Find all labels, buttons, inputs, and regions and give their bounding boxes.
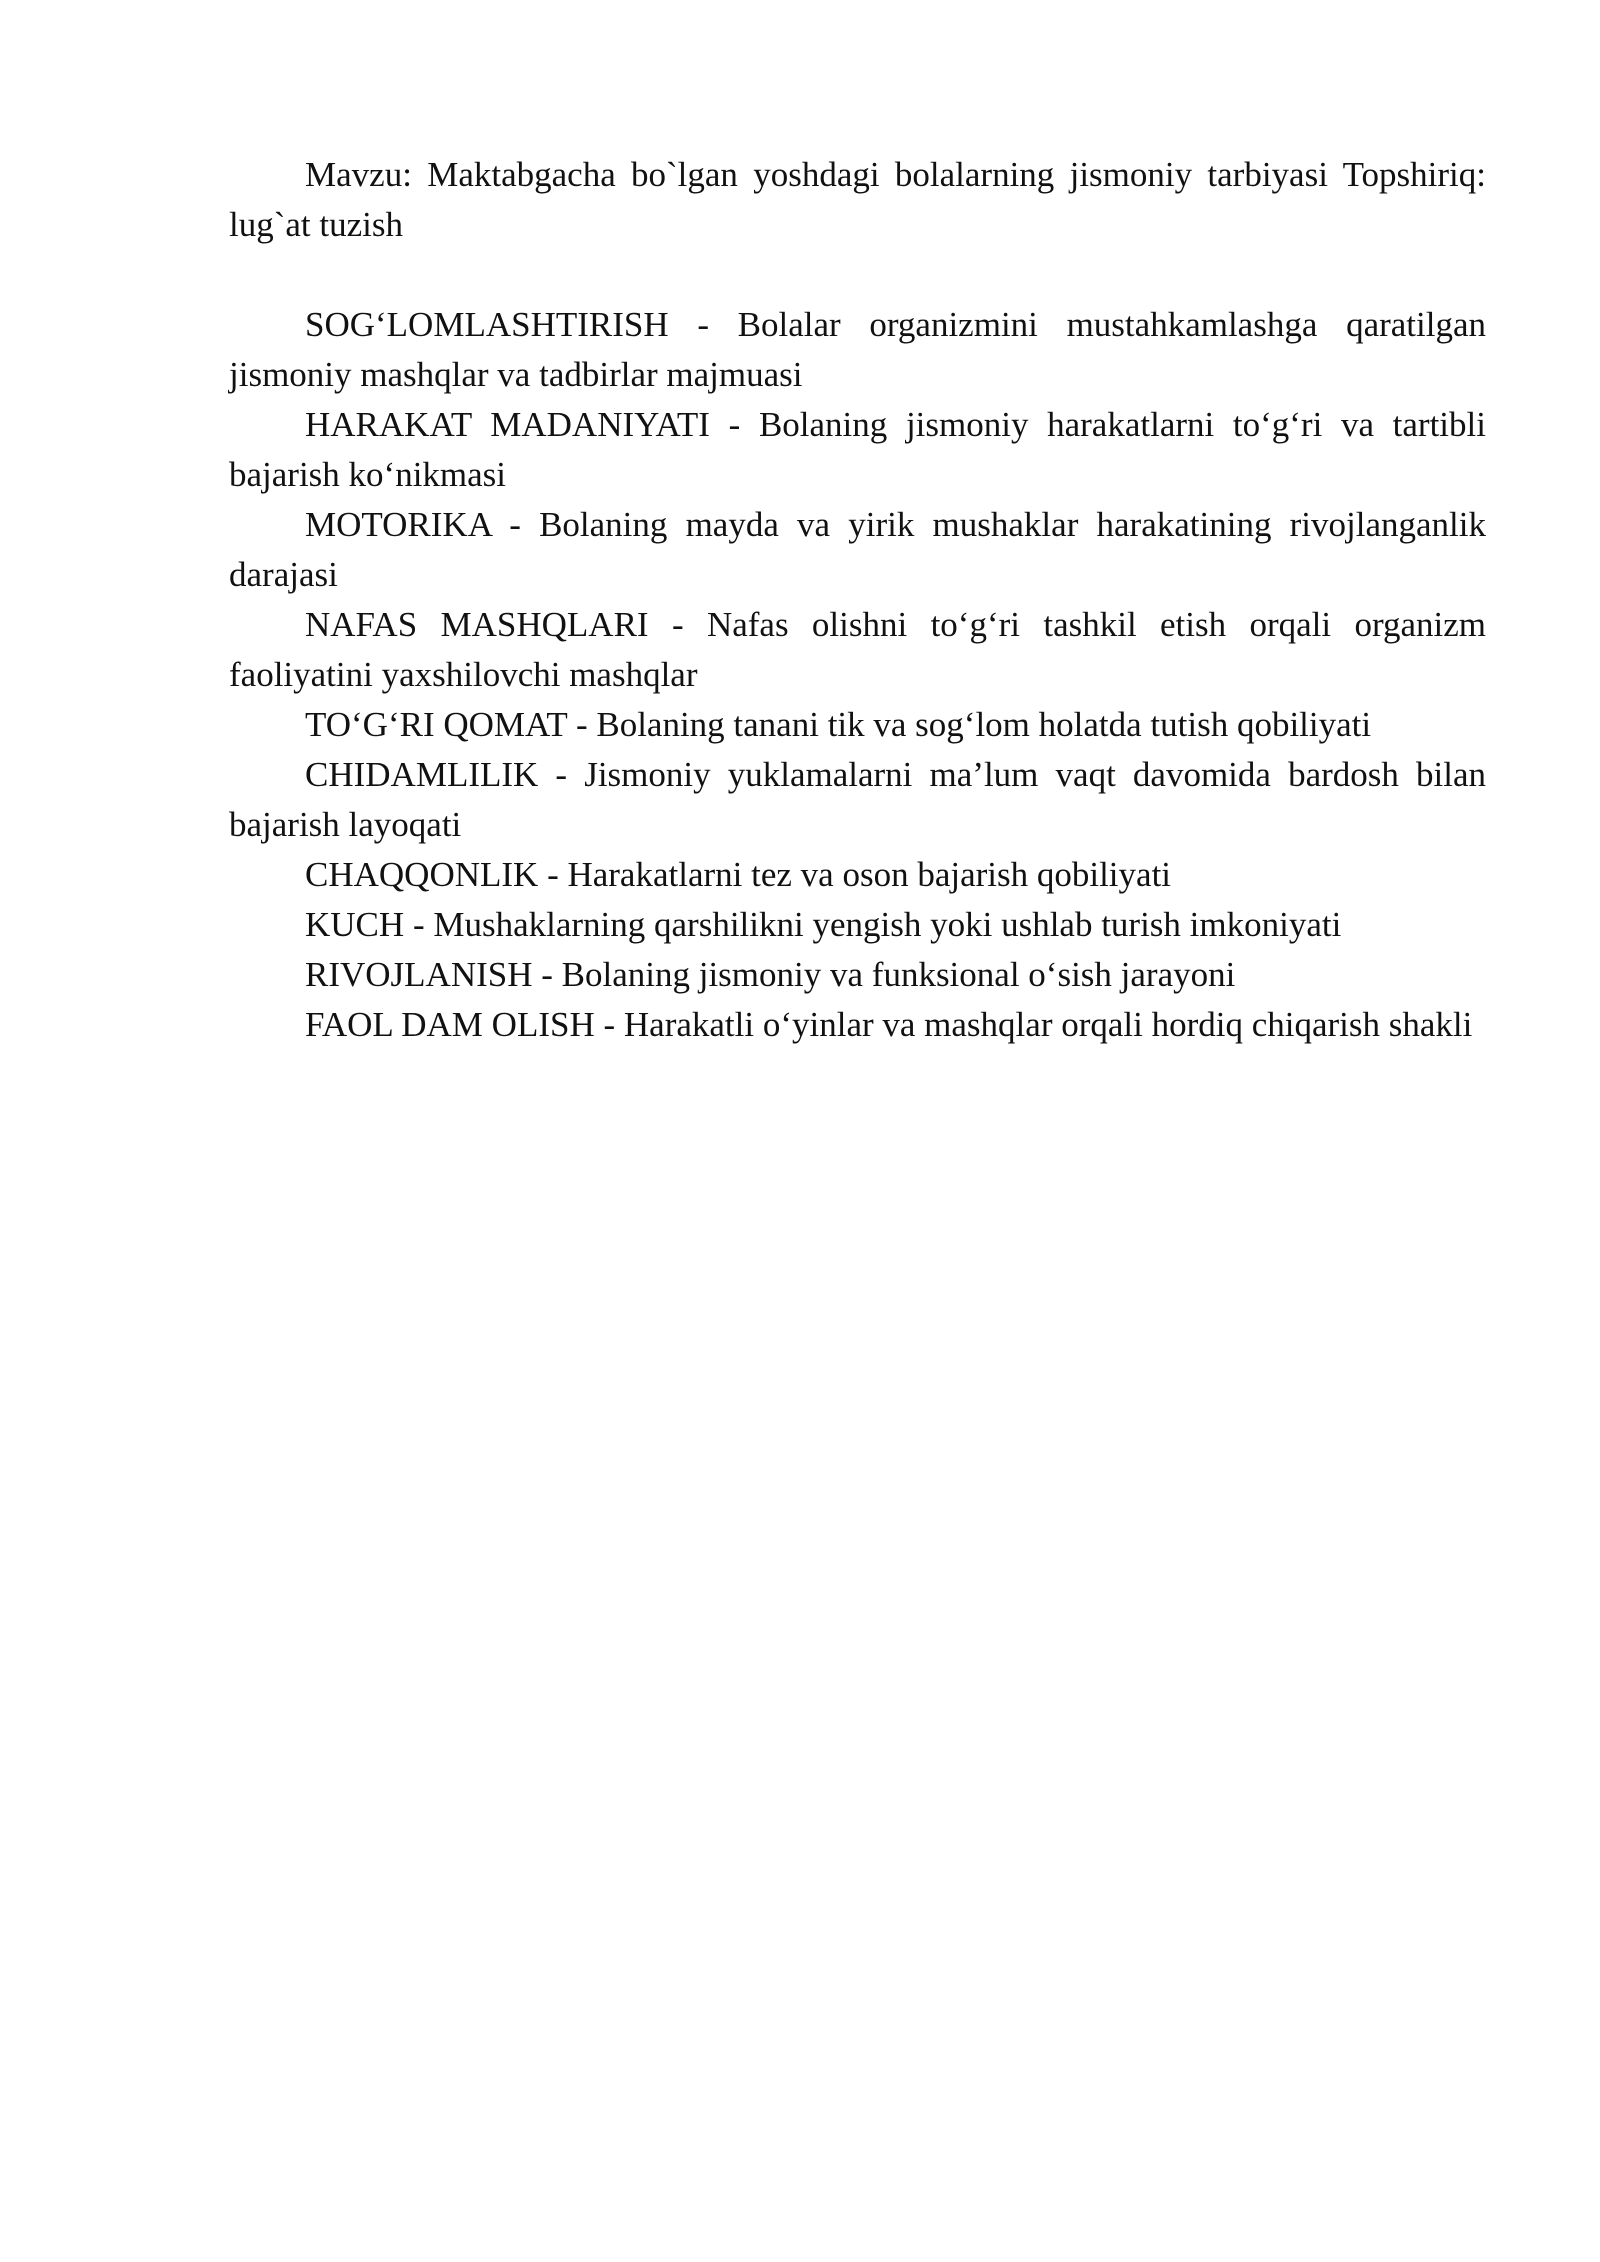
task-line: Topshiriq: lug`at tuzish <box>229 155 1486 244</box>
glossary-entry <box>229 1000 1486 1050</box>
glossary-entry <box>229 300 1486 400</box>
glossary-term: RIVOJLANISH <box>305 955 533 994</box>
glossary-entry <box>229 500 1486 600</box>
glossary-term: FAOL DAM OLISH <box>305 1005 595 1044</box>
blank-line <box>229 250 1486 300</box>
glossary-definition: - Bolaning jismoniy harakatlarni to‘g‘ri va tartibli bajarish ko‘nikmasi <box>229 405 1486 494</box>
topic-paragraph <box>229 150 1486 250</box>
glossary-entry <box>229 850 1486 900</box>
glossary-entry <box>229 600 1486 700</box>
glossary-term: CHAQQONLIK <box>305 855 539 894</box>
glossary-definition: - Bolaning jismoniy va funksional o‘sish jarayoni <box>532 955 1236 994</box>
glossary-definition: - Bolaning tanani tik va sog‘lom holatda tutish qobiliyati <box>567 705 1372 744</box>
glossary-definition: - Harakatli o‘yinlar va mashqlar orqali hordiq chiqarish shakli <box>594 1005 1473 1044</box>
glossary-definition: - Bolalar organizmini mustahkamlashga qaratilgan jismoniy mashqlar va tadbirlar majmuasi <box>229 305 1486 394</box>
glossary-entry <box>229 700 1486 750</box>
glossary-term: KUCH <box>305 905 405 944</box>
glossary-definition: - Nafas olishni to‘g‘ri tashkil etish orqali organizm faoliyatini yaxshilovchi mashqlar <box>229 605 1487 694</box>
glossary-term: TO‘G‘RI QOMAT <box>305 705 568 744</box>
glossary-definition: - Harakatlarni tez va oson bajarish qobiliyati <box>538 855 1172 894</box>
glossary-term: HARAKAT MADANIYATI <box>305 405 710 444</box>
topic-line: Mavzu: Maktabgacha bo`lgan yoshdagi bolalarning jismoniy tarbiyasi <box>305 155 1328 194</box>
glossary-definition: - Mushaklarning qarshilikni yengish yoki ushlab turish imkoniyati <box>404 905 1342 944</box>
glossary-definition: - Bolaning mayda va yirik mushaklar harakatining rivojlanganlik darajasi <box>229 505 1486 594</box>
glossary-term: NAFAS MASHQLARI <box>305 605 649 644</box>
glossary-term: SOG‘LOMLASHTIRISH <box>305 305 669 344</box>
glossary-entry <box>229 400 1486 500</box>
glossary-entry <box>229 750 1486 850</box>
glossary-term: MOTORIKA <box>305 505 492 544</box>
document-body <box>229 150 1486 1050</box>
glossary-entry <box>229 900 1486 950</box>
glossary-definition: - Jismoniy yuklamalarni ma’lum vaqt davomida bardosh bilan bajarish layoqati <box>229 755 1486 844</box>
glossary-entry <box>229 950 1486 1000</box>
glossary-term: CHIDAMLILIK <box>305 755 539 794</box>
